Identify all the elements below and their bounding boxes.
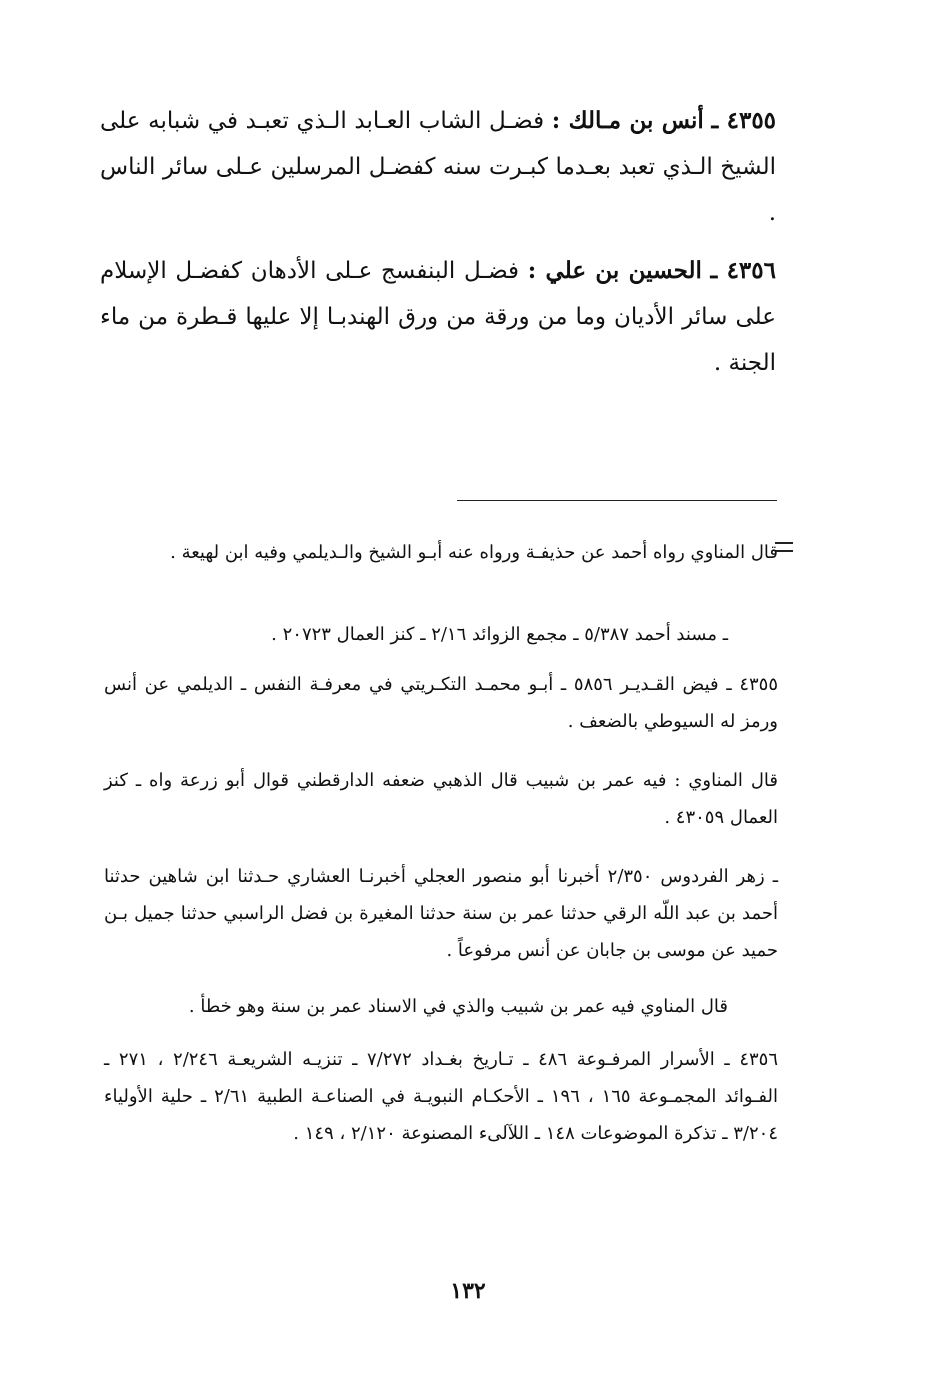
entry-narrator: الحسين بن علي :	[527, 257, 702, 284]
footnote: قال المناوي : فيه عمر بن شبيب قال الذهبي ضعفه الدارقطني قوال أبو زرعة واه ـ كنز العمال ٤٣٠٥٩ .	[104, 770, 778, 828]
page-number: ١٣٢	[450, 1278, 486, 1304]
footnote: قال المناوي رواه أحمد عن حذيفـة ورواه عنه أبـو الشيخ والـديلمي وفيه ابن لهيعة .	[170, 542, 778, 563]
entry-text: فضـل الشاب العـابد الـذي تعبـد في شبابه على الشيخ الـذي تعبد بعـدما كبـرت سنه كفضـل المرسلين عـلى سائر الناس .	[100, 108, 776, 226]
footnote: ٤٣٥٥ ـ فيض القـديـر ٥٨٥٦ ـ أبـو محمـد التكـريتي في معرفـة النفس ـ الديلمي عن أنس ورمز له السيوطي بالضعف .	[104, 674, 778, 732]
entry-text: فضـل البنفسج عـلى الأدهان كفضـل الإسلام على سائر الأديان وما من ورقة من ورق الهندبـا إلا عليها قـطرة من ماء الجنة .	[100, 258, 776, 376]
footnote: قال المناوي فيه عمر بن شبيب والذي في الاسناد عمر بن سنة وهو خطأ .	[188, 996, 728, 1017]
footnote: ـ زهر الفردوس ٢/٣٥٠ أخبرنا أبو منصور العجلي أخبرنـا العشاري حـدثنا ابن شاهين حدثنا أحمد بن عبد اللّه الرقي حدثنا عمر بن سنة حدثنا المغيرة بن فضل الراسبي حدثنا جميل بـن حميد عن موسى بن جابان عن أنس مرفوعاً .	[104, 866, 778, 961]
hadith-entry-4356	[100, 248, 776, 386]
entry-narrator: أنس بن مـالك :	[551, 107, 704, 134]
hadith-entry-4355	[100, 98, 776, 236]
entry-number: ٤٣٥٥ ـ	[711, 107, 777, 134]
footnote-continuation-mark	[775, 540, 797, 552]
entry-number: ٤٣٥٦ ـ	[710, 257, 776, 284]
footnote: ـ مسند أحمد ٥/٣٨٧ ـ مجمع الزوائد ٢/١٦ ـ كنز العمال ٢٠٧٢٣ .	[271, 624, 728, 645]
footnote-divider	[457, 500, 777, 501]
footnote: ٤٣٥٦ ـ الأسرار المرفـوعة ٤٨٦ ـ تـاريخ بغـداد ٧/٢٧٢ ـ تنزيـه الشريعـة ٢/٢٤٦ ، ٢٧١ ـ الفـوائد المجمـوعة ١٦٥ ، ١٩٦ ـ الأحكـام النبويـة في الصناعـة الطبية ٢/٦١ ـ حلية الأولياء ٣/٢٠٤ ـ تذكرة الموضوعات ١٤٨ ـ اللآلىء المصنوعة ٢/١٢٠ ، ١٤٩ .	[104, 1049, 779, 1144]
